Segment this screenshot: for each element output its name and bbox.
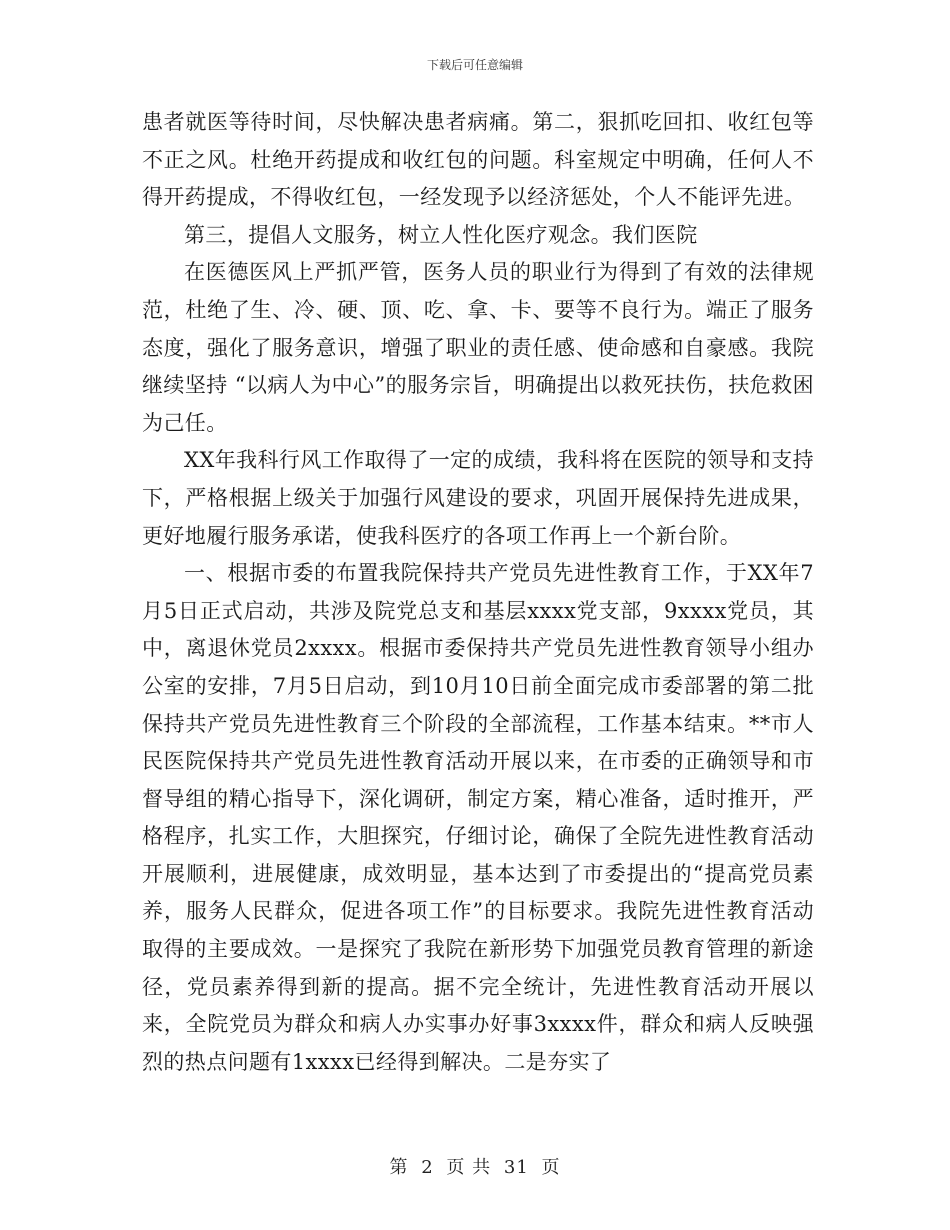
header-note: 下载后可任意编辑 xyxy=(426,58,523,72)
document-body xyxy=(142,104,814,1081)
footer-page-number: 2 xyxy=(421,1157,434,1178)
paragraph-2: 第三，提倡人文服务，树立人性化医疗观念。我们医院 xyxy=(184,222,698,247)
paragraph-5: 一、根据市委的布置我院保持共产党员先进性教育工作，于XX年7月5日正式启动，共涉及院党总支和基层xxxx党支部，9xxxx党员，其中，离退休党员2xxxx。根据市委保持共产党员先进性教育领导小组办公室的安排，7月5日启动，到10月10日前全面完成市委部署的第二批保持共产党员先进性教育三个阶段的全部流程，工作基本结束。**市人民医院保持共产党员先进性教育活动开展以来，在市委的正确领导和市督导组的精心指导下，深化调研，制定方案，精心准备，适时推开，严格程序，扎实工作，大胆探究，仔细讨论，确保了全院先进性教育活动开展顺利，进展健康，成效明显，基本达到了市委提出的“提高党员素养，服务人民群众，促进各项工作”的目标要求。我院先进性教育活动取得的主要成效。一是探究了我院在新形势下加强党员教育管理的新途径，党员素养得到新的提高。据不完全统计，先进性教育活动开展以来，全院党员为群众和病人办实事办好事3xxxx件，群众和病人反映强烈的热点问题有1xxxx已经得到解决。二是夯实了 xyxy=(142,561,814,1074)
paragraph-1: 患者就医等待时间，尽快解决患者病痛。第二，狠抓吃回扣、收红包等不正之风。杜绝开药提成和收红包的问题。科室规定中明确，任何人不得开药提成，不得收红包，一经发现予以经济惩处，个人不能评先进。 xyxy=(142,110,814,210)
footer-prefix: 第 xyxy=(389,1157,409,1178)
footer-middle: 页 共 xyxy=(446,1157,492,1178)
paragraph-3: 在医德医风上严抓严管，医务人员的职业行为得到了有效的法律规范，杜绝了生、冷、硬、顶、吃、拿、卡、要等不良行为。端正了服务态度，强化了服务意识，增强了职业的责任感、使命感和自豪感。我院继续坚持 “以病人为中心”的服务宗旨，明确提出以救死扶伤，扶危救困为己任。 xyxy=(142,260,814,435)
footer-total-pages: 31 xyxy=(503,1157,529,1178)
paragraph-4: XX年我科行风工作取得了一定的成绩，我科将在医院的领导和支持下，严格根据上级关于加强行风建设的要求，巩固开展保持先进成果，更好地履行服务承诺，使我科医疗的各项工作再上一个新台阶。 xyxy=(142,448,814,548)
page-footer xyxy=(0,1153,950,1179)
footer-suffix: 页 xyxy=(541,1157,561,1178)
